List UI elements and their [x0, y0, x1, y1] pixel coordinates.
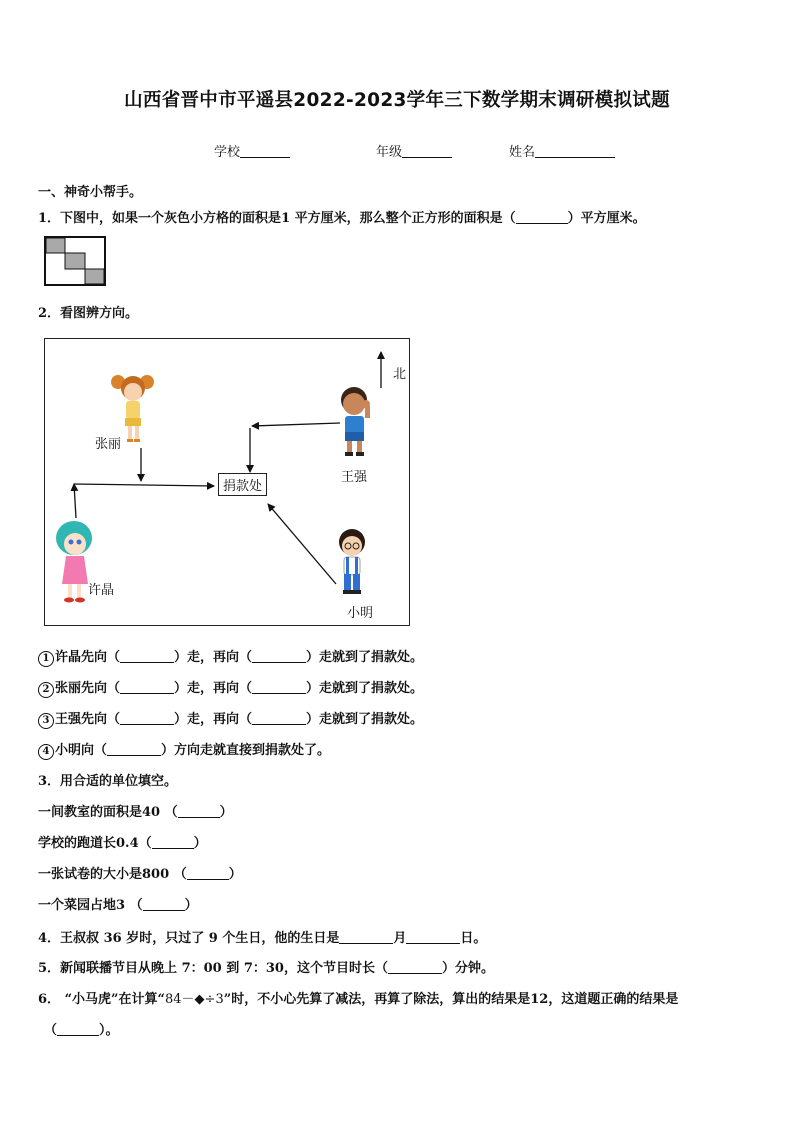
- q4-count: 9: [208, 931, 218, 946]
- grade-blank[interactable]: [402, 145, 452, 158]
- q1-text-after: 平方厘米，那么整个正方形的面积是（: [294, 211, 516, 226]
- sub-mark-4: 4: [38, 744, 54, 760]
- q5-p3: ，这个节目时长（: [283, 961, 388, 976]
- q3-item2-close: ）: [193, 836, 207, 851]
- q2-sub3-blank2[interactable]: [252, 712, 306, 725]
- q3-item3-blank[interactable]: [187, 867, 229, 880]
- question-6-line2: [44, 1019, 119, 1038]
- q3-number: 3．: [38, 774, 61, 789]
- q3-item-4: [38, 894, 198, 913]
- q6-close: ）。: [99, 1023, 119, 1038]
- q2-text: 看图辨方向。: [60, 306, 139, 321]
- xujing-figure: [56, 521, 92, 603]
- zhangli-label: 张丽: [95, 437, 122, 452]
- q5-end: 7：30: [243, 961, 284, 976]
- q4-day: 日。: [460, 931, 487, 946]
- q4-month: 月: [393, 931, 407, 946]
- q3-item4-open: （: [129, 898, 143, 913]
- donation-station-label: 捐款处: [218, 473, 267, 496]
- q3-item4-text: 一个菜园占地: [38, 898, 117, 913]
- question-1: [38, 207, 646, 226]
- q2-sub1-blank2[interactable]: [252, 650, 306, 663]
- q3-item-2: [38, 832, 207, 851]
- q3-item1-open: （: [164, 805, 178, 820]
- q2-sub-4: [38, 739, 330, 760]
- q2-sub2-p2: ）走，再向（: [174, 681, 253, 696]
- gray-cell: [46, 238, 65, 253]
- wangqiang-figure: [341, 387, 370, 456]
- gray-cell: [65, 253, 85, 269]
- xujing-label: 许晶: [88, 583, 115, 598]
- school-field: [214, 141, 290, 160]
- q2-sub-3: [38, 708, 423, 729]
- q3-item3-value: 800: [142, 867, 170, 882]
- q3-item2-blank[interactable]: [152, 836, 194, 849]
- direction-map: [44, 338, 410, 626]
- school-label: 学校: [214, 145, 241, 160]
- sub-mark-3: 3: [38, 713, 54, 729]
- q2-sub2-blank1[interactable]: [120, 681, 174, 694]
- q1-text-end: ）平方厘米。: [567, 211, 646, 226]
- q2-sub3-p3: ）走就到了捐款处。: [306, 712, 424, 727]
- q3-text: 用合适的单位填空。: [60, 774, 178, 789]
- q3-item3-close: ）: [228, 867, 242, 882]
- xujing-arrow-east: [74, 484, 214, 486]
- q3-item1-value: 40: [142, 805, 161, 820]
- q3-item-1: [38, 801, 233, 820]
- q2-sub4-p1: 小明向（: [55, 743, 108, 758]
- q6-p2: ”时，不小心先算了减法，再算了除法，算出的结果是: [223, 992, 531, 1007]
- xiaoming-figure: [339, 529, 365, 594]
- school-blank[interactable]: [240, 145, 290, 158]
- q2-sub2-blank2[interactable]: [252, 681, 306, 694]
- q5-p2: 到: [226, 961, 240, 976]
- q5-start: 7：00: [181, 961, 222, 976]
- q3-item2-value: 0.4: [116, 836, 139, 851]
- q6-p1: “小马虎”在计算“: [64, 992, 166, 1007]
- q2-sub2-p3: ）走就到了捐款处。: [306, 681, 424, 696]
- grade-field: [376, 141, 452, 160]
- xujing-arrow-up: [74, 484, 76, 518]
- q2-sub1-blank1[interactable]: [120, 650, 174, 663]
- q5-p1: 新闻联播节目从晚上: [60, 961, 178, 976]
- q4-p1: 王叔叔: [60, 931, 100, 946]
- q3-item4-blank[interactable]: [143, 898, 185, 911]
- question-4: [38, 927, 486, 946]
- q6-number: 6．: [38, 992, 61, 1007]
- q6-result: 12: [530, 992, 549, 1007]
- q3-item2-text: 学校的跑道长: [38, 836, 117, 851]
- wangqiang-label: 王强: [341, 470, 368, 485]
- north-label: 北: [393, 367, 407, 382]
- q2-sub2-p1: 张丽先向（: [55, 681, 121, 696]
- q3-item2-open: （: [138, 836, 152, 851]
- q2-sub3-p1: 王强先向（: [55, 712, 121, 727]
- sub-mark-2: 2: [38, 682, 54, 698]
- grid-square-figure: [44, 236, 106, 286]
- q4-month-blank[interactable]: [339, 931, 393, 944]
- page-title: 山西省晋中市平遥县2022-2023学年三下数学期末调研模拟试题: [124, 90, 670, 111]
- question-3: [38, 770, 177, 789]
- q3-item4-value: 3: [116, 898, 126, 913]
- q6-expression: 84－◆÷3: [165, 992, 224, 1007]
- zhangli-figure: [111, 375, 154, 442]
- q5-p4: ）分钟。: [441, 961, 494, 976]
- q5-number: 5．: [38, 961, 61, 976]
- question-6: [38, 988, 678, 1007]
- q2-sub1-p2: ）走，再向（: [174, 650, 253, 665]
- question-2: [38, 302, 138, 321]
- q1-answer-blank[interactable]: [516, 211, 568, 224]
- q6-open: （: [44, 1023, 58, 1038]
- q4-p3: 个生日，他的生日是: [222, 931, 340, 946]
- section1-heading: 一、神奇小帮手。: [38, 185, 143, 200]
- q2-sub-1: [38, 646, 423, 667]
- xiaoming-label: 小明: [347, 606, 374, 621]
- gray-cell: [85, 269, 104, 284]
- q2-sub-2: [38, 677, 423, 698]
- q6-blank[interactable]: [57, 1023, 99, 1036]
- q3-item1-text: 一间教室的面积是: [38, 805, 143, 820]
- q3-item-3: [38, 863, 242, 882]
- q2-sub4-blank1[interactable]: [107, 743, 161, 756]
- q2-sub1-p1: 许晶先向（: [55, 650, 121, 665]
- name-field: [509, 141, 615, 160]
- question-5: [38, 957, 494, 976]
- q4-age: 36: [103, 931, 122, 946]
- name-label: 姓名: [509, 145, 536, 160]
- xiaoming-arrow: [268, 504, 336, 584]
- grade-label: 年级: [376, 145, 403, 160]
- q2-number: 2．: [38, 306, 61, 321]
- name-blank[interactable]: [535, 145, 615, 158]
- q3-item3-open: （: [173, 867, 187, 882]
- q3-item4-close: ）: [184, 898, 198, 913]
- q4-p2: 岁时，只过了: [126, 931, 205, 946]
- q4-day-blank[interactable]: [406, 931, 460, 944]
- q3-item1-close: ）: [219, 805, 233, 820]
- q3-item3-text: 一张试卷的大小是: [38, 867, 143, 882]
- q6-p3: ，这道题正确的结果是: [548, 992, 679, 1007]
- q1-text-before: 下图中，如果一个灰色小方格的面积是: [60, 211, 282, 226]
- q2-sub1-p3: ）走就到了捐款处。: [306, 650, 424, 665]
- wangqiang-arrow-west: [252, 423, 340, 426]
- q3-item1-blank[interactable]: [178, 805, 220, 818]
- q1-number: 1．: [38, 211, 61, 226]
- q2-sub4-p2: ）方向走就直接到捐款处了。: [161, 743, 331, 758]
- q5-blank[interactable]: [388, 961, 442, 974]
- q4-number: 4．: [38, 931, 61, 946]
- sub-mark-1: 1: [38, 651, 54, 667]
- q1-value: 1: [281, 211, 291, 226]
- q2-sub3-blank1[interactable]: [120, 712, 174, 725]
- q2-sub3-p2: ）走，再向（: [174, 712, 253, 727]
